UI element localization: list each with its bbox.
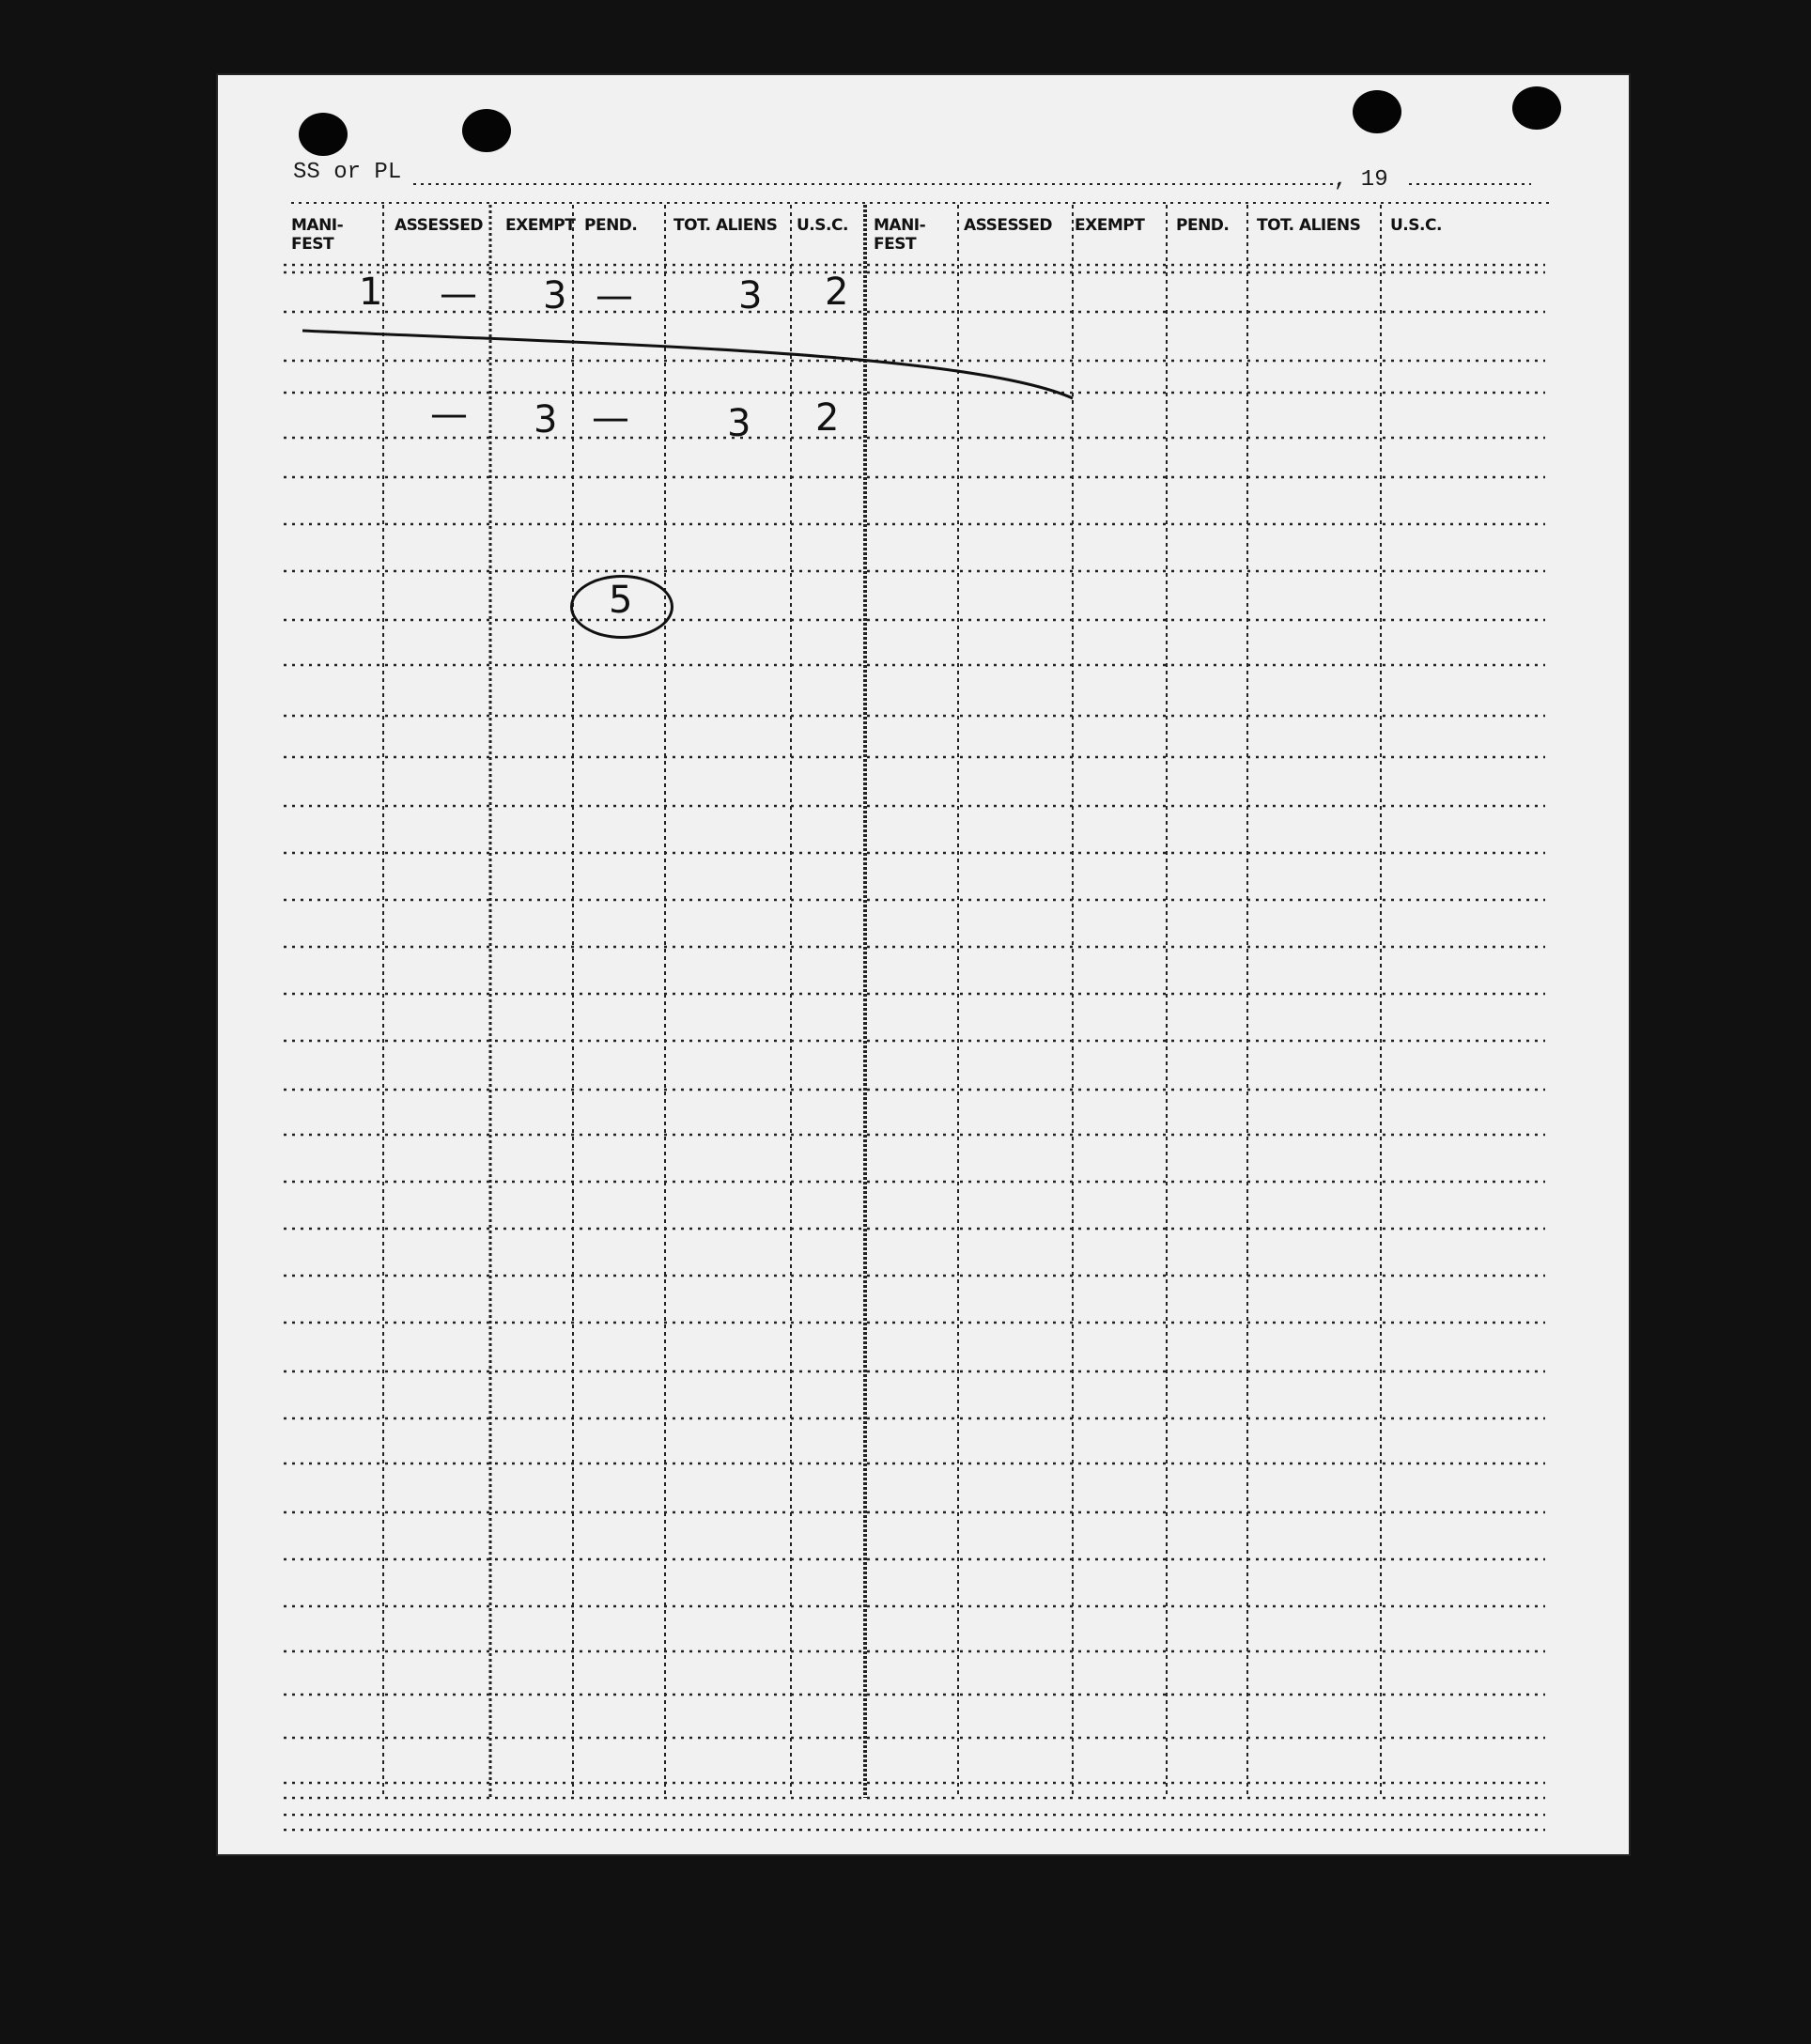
entry-2-exempt: 3 [534,398,558,441]
entry-1-pend: — [596,274,633,317]
col-pend-2: PEND. [1176,216,1230,235]
circled-number: 5 [609,579,633,622]
entry-1-usc: 2 [825,271,849,314]
year-label: , 19 [1334,167,1388,193]
col-assessed-2: ASSESSED [964,216,1052,235]
col-manifest-1: MANI- FEST [291,216,344,254]
col-usc-2: U.S.C. [1390,216,1442,235]
form-page [216,73,1631,1856]
col-assessed-1: ASSESSED [395,216,483,235]
entry-1-exempt: 3 [543,274,567,317]
entry-2-assessed: — [430,393,468,436]
form-grid [216,73,1631,1856]
entry-2-tot-aliens: 3 [727,402,751,445]
col-pend-1: PEND. [584,216,638,235]
col-manifest-2: MANI- FEST [874,216,926,254]
entry-2-pend: — [592,396,629,440]
col-usc-1: U.S.C. [797,216,848,235]
entry-1-tot-aliens: 3 [738,274,763,317]
col-exempt-2: EXEMPT [1075,216,1145,235]
ship-label: SS or PL [293,160,402,185]
entry-1-assessed: — [440,272,477,316]
col-exempt-1: EXEMPT [505,216,576,235]
entry-2-usc: 2 [815,396,840,440]
col-tot-aliens-1: TOT. ALIENS [673,216,778,235]
entry-1-manifest: 1 [359,271,383,314]
col-tot-aliens-2: TOT. ALIENS [1257,216,1361,235]
